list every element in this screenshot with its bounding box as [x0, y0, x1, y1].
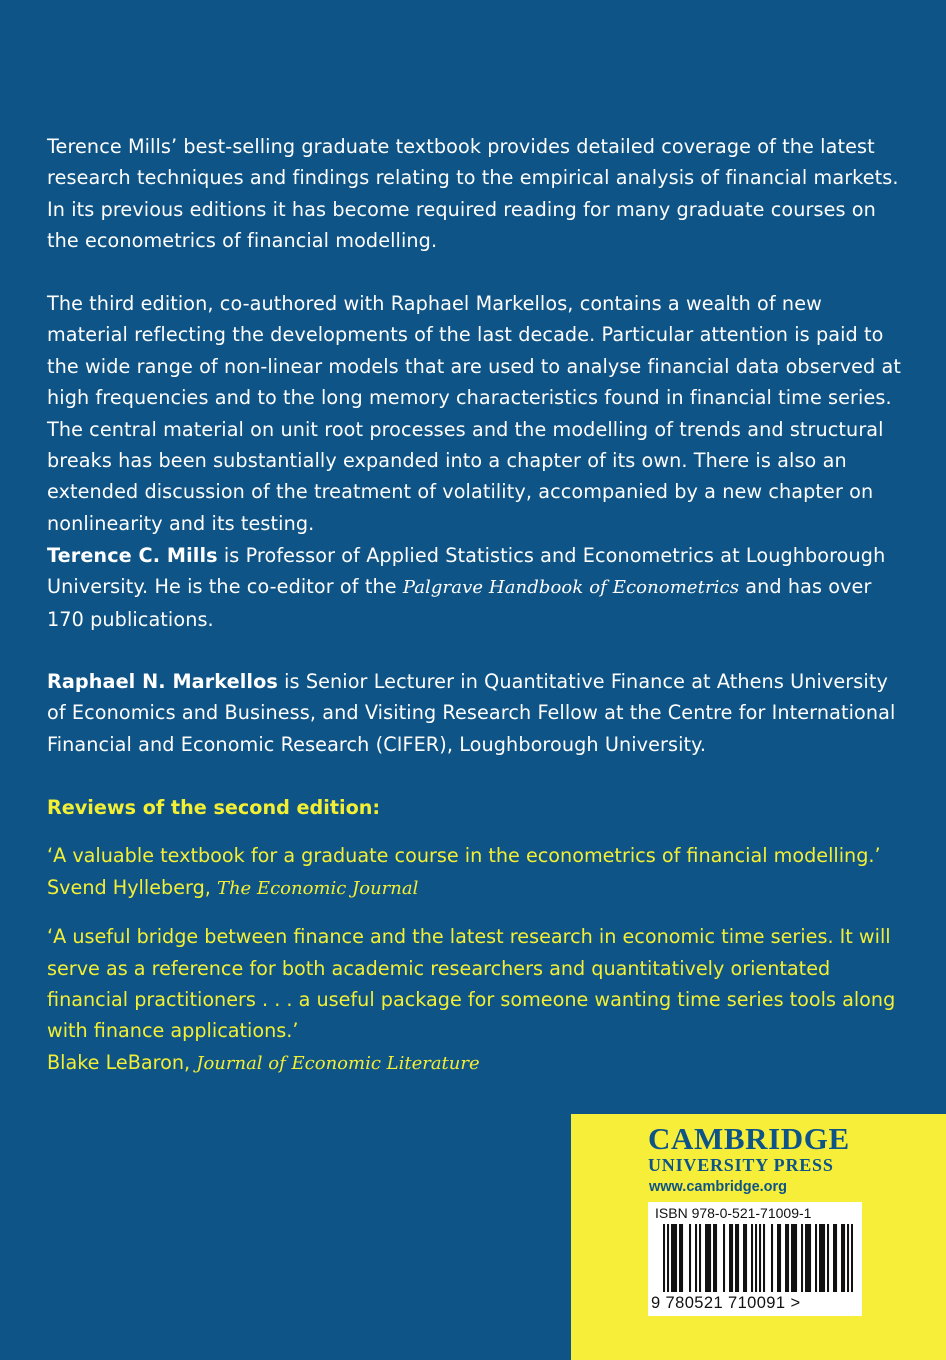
barcode-bar	[771, 1224, 773, 1292]
isbn-label: ISBN 978-0-521-71009-1	[655, 1205, 812, 1221]
author-bio-mills-text-1: is Professor of Applied Statistics and Econometrics at Loughborough University. He is the co-editor of the	[47, 544, 886, 599]
barcode-bar	[823, 1224, 825, 1292]
barcode-bar	[821, 1224, 823, 1292]
barcode-bar	[695, 1224, 697, 1292]
barcode-bar	[805, 1224, 807, 1292]
barcode-bar	[787, 1224, 789, 1292]
review-item	[47, 840, 917, 904]
review-attribution	[47, 1047, 917, 1079]
barcode-bar	[705, 1224, 707, 1292]
barcode-bar	[779, 1224, 781, 1292]
barcode-bar	[723, 1224, 725, 1292]
blurb-paragraph-2-text: The third edition, co-authored with Raphael Markellos, contains a wealth of new material reflecting the developments of the last decade. Particular attention is paid to the wide range of non-linear models that are used to analyse financial data observed at high frequencies and to the long memory characteristics found in financial time series. The central material on unit root processes and the modelling of trends and structural breaks has been substantially expanded into a chapter of its own. There is also an extended discussion of the treatment of volatility, accompanied by a new chapter on nonlinearity and its testing.	[47, 292, 902, 535]
author-bio-mills-book-title: Palgrave Handbook of Econometrics	[402, 577, 740, 599]
publisher-logo-name: CAMBRIDGE	[648, 1121, 850, 1156]
barcode-bar	[801, 1224, 803, 1292]
reviewer-name: Blake LeBaron,	[47, 1050, 197, 1074]
review-publication: Journal of Economic Literature	[196, 1052, 480, 1074]
barcode-bar	[713, 1224, 715, 1292]
publisher-panel	[571, 1114, 946, 1360]
barcode-bar	[731, 1224, 733, 1292]
barcode-bar	[793, 1224, 795, 1292]
barcode-bar	[681, 1224, 683, 1292]
barcode-bar	[819, 1224, 821, 1292]
barcode-bar	[795, 1224, 797, 1292]
barcode-bar	[699, 1224, 701, 1292]
reviews-heading: Reviews of the second edition:	[47, 796, 381, 819]
barcode-bar	[715, 1224, 717, 1292]
reviews-section	[47, 792, 917, 1096]
barcode-bar	[729, 1224, 731, 1292]
review-publication: The Economic Journal	[216, 877, 419, 899]
barcode-bar	[743, 1224, 745, 1292]
barcode-digits: 9 780521 710091 >	[651, 1294, 801, 1312]
review-quote: ‘A valuable textbook for a graduate course in the econometrics of financial modelling.’	[47, 844, 881, 868]
review-attribution	[47, 872, 917, 904]
barcode-bar	[663, 1224, 665, 1292]
barcode-bar	[763, 1224, 765, 1292]
barcode-bar	[759, 1224, 761, 1292]
barcode-bar	[689, 1224, 691, 1292]
barcode-bar	[847, 1224, 849, 1292]
barcode	[663, 1224, 853, 1292]
barcode-bar	[707, 1224, 709, 1292]
blurb-paragraph-1-text: Terence Mills’ best-selling graduate textbook provides detailed coverage of the latest research techniques and findings relating to the empirical analysis of financial markets. In its previous editions it has become required reading for many graduate courses on the econometrics of financial modelling.	[47, 135, 899, 253]
barcode-bar	[827, 1224, 829, 1292]
reviewer-name: Svend Hylleberg,	[47, 875, 217, 899]
barcode-bar	[791, 1224, 793, 1292]
barcode-bar	[785, 1224, 787, 1292]
barcode-bar	[737, 1224, 739, 1292]
barcode-bar	[671, 1224, 673, 1292]
review-quote: ‘A useful bridge between finance and the latest research in economic time series. It will serve as a reference for both academic researchers and quantitatively orientated financial practitioners . . . a useful package for someone wanting time series tools along with finance applications.’	[47, 925, 896, 1043]
barcode-bar	[755, 1224, 757, 1292]
barcode-bar	[777, 1224, 779, 1292]
barcode-bar	[809, 1224, 811, 1292]
review-item	[47, 921, 917, 1079]
barcode-bar	[735, 1224, 737, 1292]
author-bio-markellos	[47, 666, 907, 760]
barcode-bar	[751, 1224, 753, 1292]
barcode-bar	[679, 1224, 681, 1292]
barcode-bar	[835, 1224, 837, 1292]
barcode-bar	[815, 1224, 817, 1292]
barcode-bar	[833, 1224, 835, 1292]
author-bio-mills	[47, 540, 907, 635]
blurb-paragraph-2	[47, 288, 907, 539]
barcode-bar	[843, 1224, 845, 1292]
blurb-paragraph-1	[47, 131, 907, 257]
barcode-bar	[851, 1224, 853, 1292]
publisher-url: www.cambridge.org	[649, 1179, 788, 1195]
author-bio-mills-text-2: and has over 170 publications.	[47, 575, 872, 631]
barcode-bar	[675, 1224, 677, 1292]
publisher-logo-subtitle: UNIVERSITY PRESS	[648, 1155, 834, 1175]
author-name-mills: Terence C. Mills	[47, 544, 218, 567]
barcode-box	[648, 1202, 862, 1316]
author-name-markellos: Raphael N. Markellos	[47, 670, 278, 693]
barcode-bar	[673, 1224, 675, 1292]
author-bio-markellos-text: is Senior Lecturer in Quantitative Finance at Athens University of Economics and Business, and Visiting Research Fellow at the Centre for International Financial and Economic Research (CIFER), Loughborough University.	[47, 670, 896, 756]
barcode-bar	[667, 1224, 669, 1292]
barcode-bar	[841, 1224, 843, 1292]
barcode-bar	[807, 1224, 809, 1292]
barcode-bar	[745, 1224, 747, 1292]
barcode-bar	[709, 1224, 711, 1292]
